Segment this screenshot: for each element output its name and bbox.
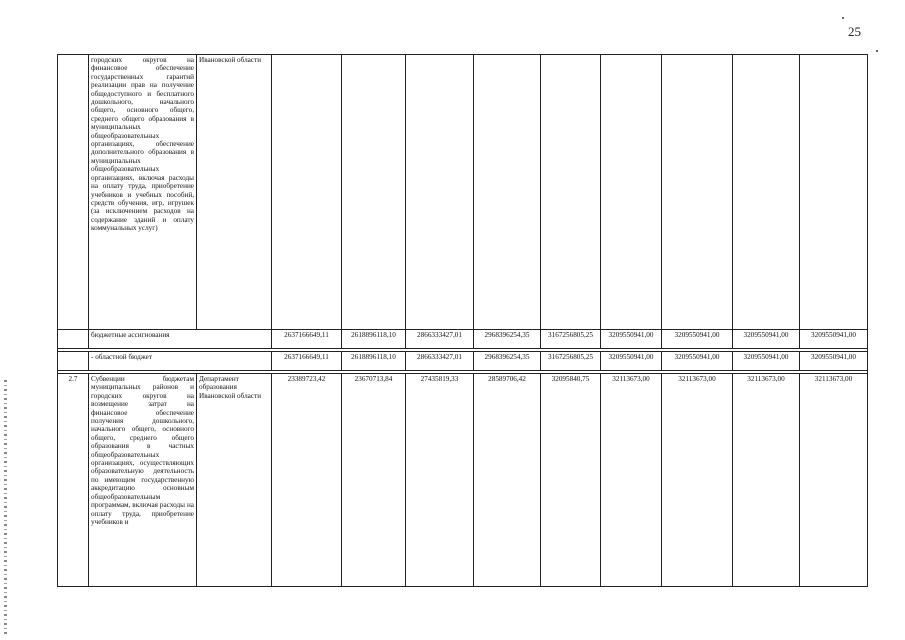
value-cell: 3167256805,25 (541, 352, 601, 371)
scan-speck (876, 50, 878, 52)
value-cell (601, 55, 662, 330)
value-cell (541, 55, 601, 330)
value-cell: 3209550941,00 (733, 330, 800, 349)
value-cell (474, 55, 541, 330)
row-number (58, 55, 89, 330)
row-description: городских округов на финансовое обеспечение государственных гарантий реализации прав на получение общедоступного и бесплатного дошкольного, начального общего, основного общего, среднего общего образования в муниципальных общеобразовательных организациях, обеспечение дополнительного образования в муниципальных общеобразовательных организациях, включая расходы на оплату труда, приобретение учебников и учебных пособий, средств обучения, игр, игрушек (за исключением расходов на содержание зданий и оплату коммунальных услуг) (89, 55, 197, 330)
row-executor: Департамент образования Ивановской области (197, 374, 272, 587)
value-cell: 32113673,00 (601, 374, 662, 587)
row-number (58, 352, 89, 371)
value-cell: 2618896118,10 (342, 352, 406, 371)
value-cell: 3209550941,00 (601, 330, 662, 349)
value-cell: 28589706,42 (474, 374, 541, 587)
table-row-budget (58, 330, 868, 349)
value-cell: 23670713,84 (342, 374, 406, 587)
row-label: - областной бюджет (89, 352, 272, 371)
value-cell: 2866333427,01 (406, 330, 474, 349)
value-cell: 23389723,42 (272, 374, 342, 587)
row-executor: Ивановской области (197, 55, 272, 330)
value-cell (272, 55, 342, 330)
value-cell: 3209550941,00 (733, 352, 800, 371)
value-cell: 3209550941,00 (601, 352, 662, 371)
value-cell: 27435819,33 (406, 374, 474, 587)
value-cell: 2618896118,10 (342, 330, 406, 349)
row-label: бюджетные ассигнования (89, 330, 272, 349)
value-cell: 2866333427,01 (406, 352, 474, 371)
row-number (58, 330, 89, 349)
value-cell: 2968396254,35 (474, 352, 541, 371)
table-row-2-7 (58, 374, 868, 587)
scan-speck (842, 17, 844, 19)
value-cell (800, 55, 868, 330)
scan-edge-artifact (4, 380, 7, 635)
budget-table (57, 54, 868, 587)
page-number: 25 (848, 24, 861, 39)
value-cell: 32095840,75 (541, 374, 601, 587)
value-cell: 2968396254,35 (474, 330, 541, 349)
value-cell (733, 55, 800, 330)
value-cell: 2637166649,11 (272, 352, 342, 371)
value-cell (406, 55, 474, 330)
value-cell: 32113673,00 (800, 374, 868, 587)
row-number: 2.7 (58, 374, 89, 587)
value-cell (342, 55, 406, 330)
table-row-continuation (58, 55, 868, 330)
value-cell: 3209550941,00 (662, 352, 733, 371)
value-cell: 32113673,00 (733, 374, 800, 587)
value-cell: 2637166649,11 (272, 330, 342, 349)
table-row-regional (58, 352, 868, 371)
value-cell: 3209550941,00 (800, 330, 868, 349)
row-description: Субвенции бюджетам муниципальных районов и городских округов на возмещение затрат на финансовое обеспечение получения дошкольного, начального общего, основного общего, среднего общего образования в частных общеобразовательных организациях, осуществляющих образовательную деятельность по имеющим государственную аккредитацию основным общеобразовательным программам, включая расходы на оплату труда, приобретение учебников и (89, 374, 197, 587)
value-cell: 3209550941,00 (662, 330, 733, 349)
value-cell: 32113673,00 (662, 374, 733, 587)
value-cell (662, 55, 733, 330)
value-cell: 3167256805,25 (541, 330, 601, 349)
value-cell: 3209550941,00 (800, 352, 868, 371)
